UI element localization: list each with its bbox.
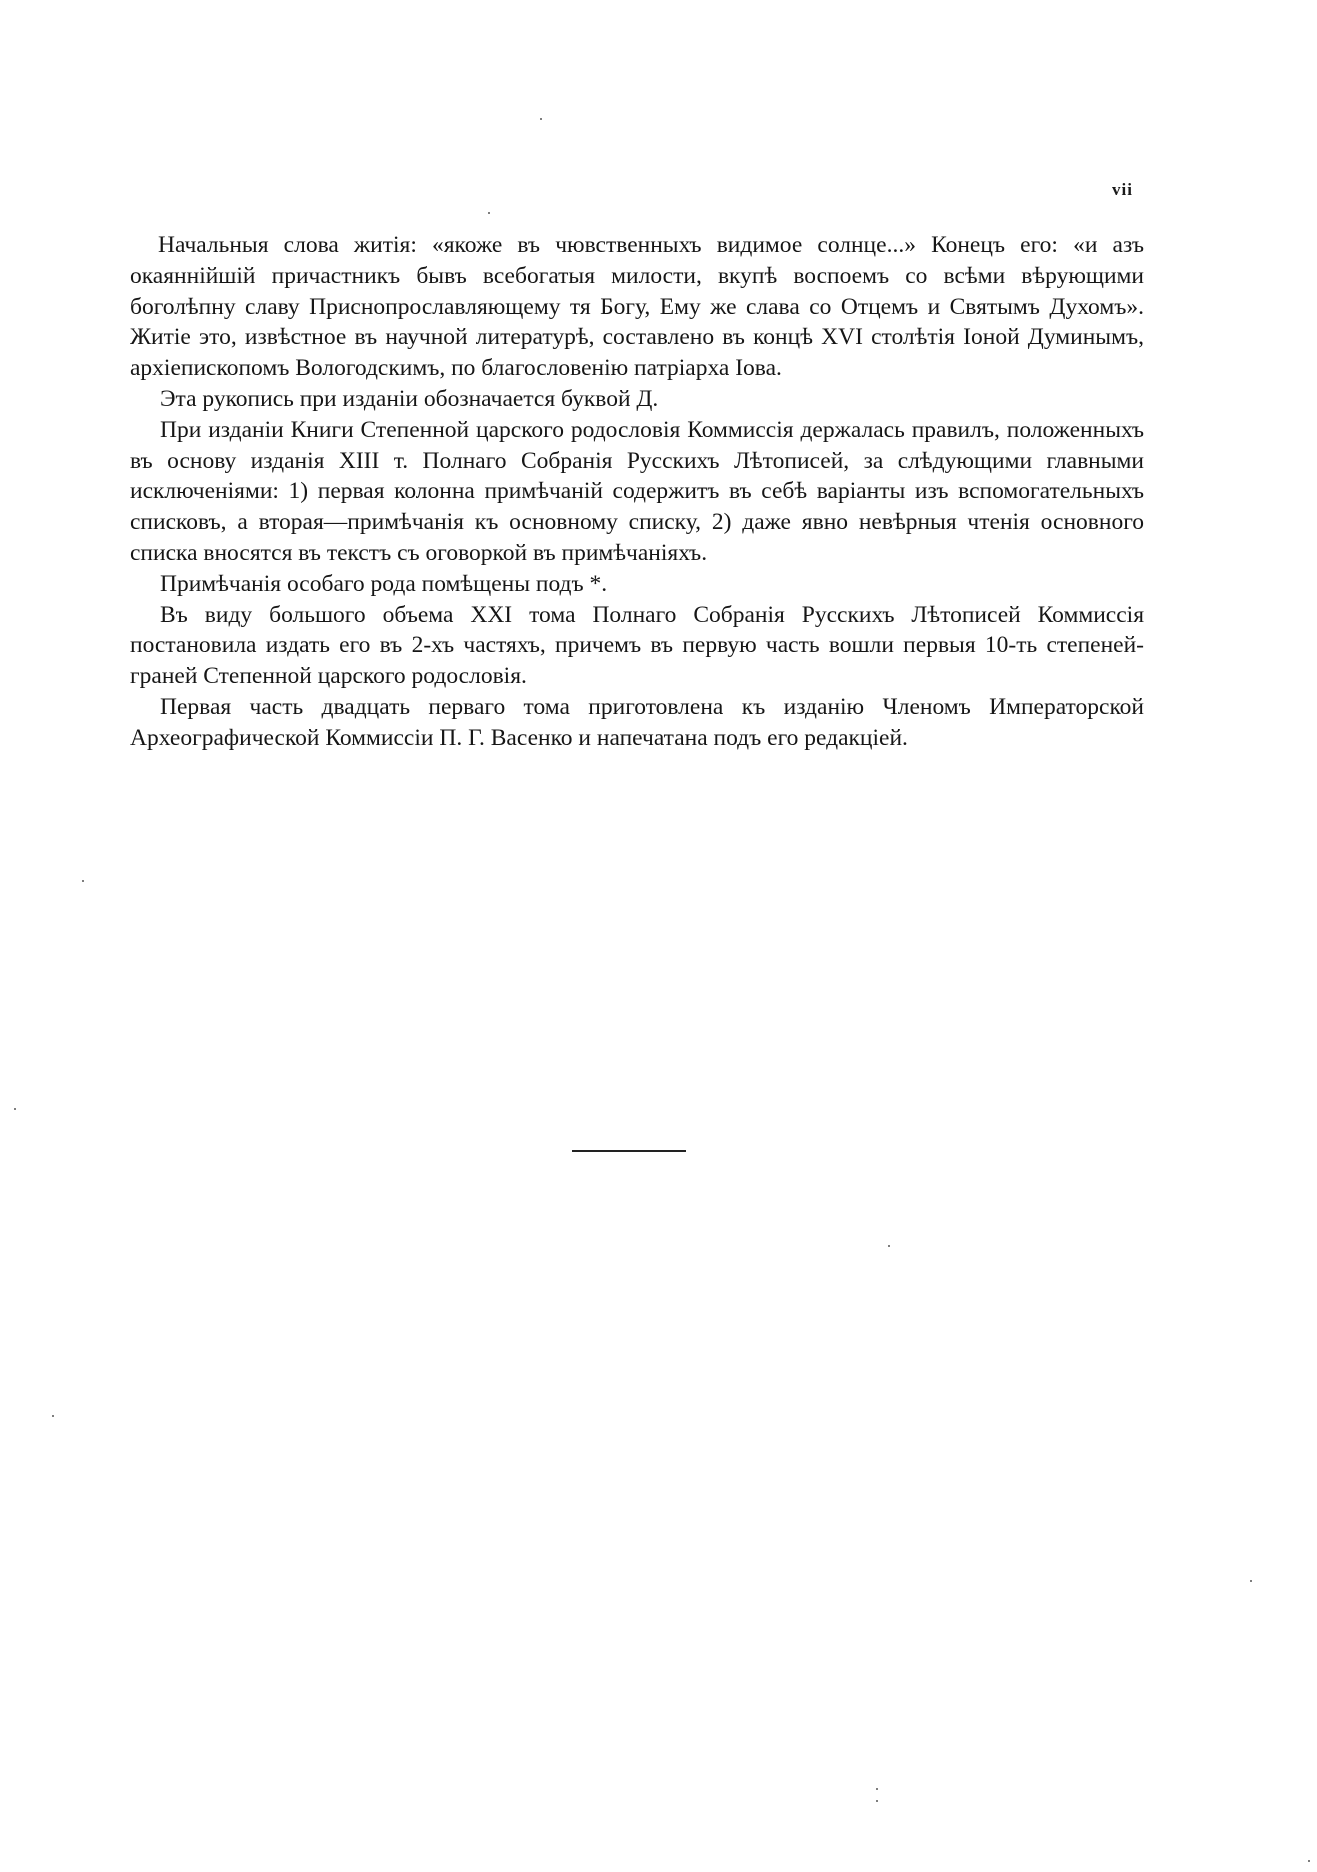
body-text bbox=[130, 230, 1144, 754]
page-number: vii bbox=[1112, 180, 1133, 199]
paragraph-manuscript-designation: Эта рукопись при изданiи обозначается буквой Д. bbox=[160, 385, 659, 412]
scan-speck bbox=[14, 1108, 16, 1110]
scan-speck bbox=[876, 1800, 878, 1802]
scan-speck bbox=[876, 1788, 878, 1790]
scan-speck bbox=[1308, 1860, 1310, 1862]
paragraph-life-incipit: Начальныя слова житія: «якоже въ чювственныхъ видимое солнце...» Конецъ его: «и азъ окаяннiйшiй причастникъ бывъ всебогатыя милости, вкупѣ воспоемъ со всѣми вѣрующими боголѣпну славу Приснопрославляющему тя Богу, Ему же слава со Отцемъ и Святымъ Духомъ». Житiе это, извѣстное въ научной литературѣ, составлено въ концѣ XVI столѣтiя Iоной Думинымъ, архiепископомъ Вологодскимъ, по благословенiю патрiарха Iова. bbox=[130, 232, 1144, 382]
paragraph-editor-credit: Первая часть двадцать перваго тома приготовлена къ изданiю Членомъ Императорской Археографической Коммиссiи П. Г. Васенко и напечатана подъ его редакцiей. bbox=[130, 693, 1144, 751]
scan-speck bbox=[488, 212, 490, 214]
scan-speck bbox=[82, 880, 84, 882]
scan-speck bbox=[540, 118, 542, 120]
paragraph-volume-division: Въ виду большого объема XXI тома Полнаго Собранiя Русскихъ Лѣтописей Коммиссiя постановила издать его въ 2-хъ частяхъ, причемъ въ первую часть вошли первыя 10-ть степеней-граней Степенной царского родословiя. bbox=[130, 601, 1145, 690]
section-divider bbox=[572, 1150, 686, 1152]
scan-speck bbox=[888, 1245, 890, 1247]
paragraph-special-notes: Примѣчанiя особаго рода помѣщены подъ *. bbox=[160, 570, 608, 597]
scan-speck bbox=[1250, 1580, 1252, 1582]
paragraph-editorial-rules: При изданiи Книги Степенной царского родословiя Коммиссiя держалась правилъ, положенныхъ въ основу изданiя XIII т. Полнаго Собранiя Русскихъ Лѣтописей, за слѣдующими главными исключенiями: 1) первая колонна примѣчанiй содержитъ въ себѣ варiанты изъ вспомогательныхъ списковъ, а вторая—примѣчанiя къ основному списку, 2) даже явно невѣрныя чтенiя основного списка вносятся въ текстъ съ оговоркой въ примѣчанiяхъ. bbox=[130, 416, 1144, 566]
scan-speck bbox=[52, 1415, 54, 1417]
